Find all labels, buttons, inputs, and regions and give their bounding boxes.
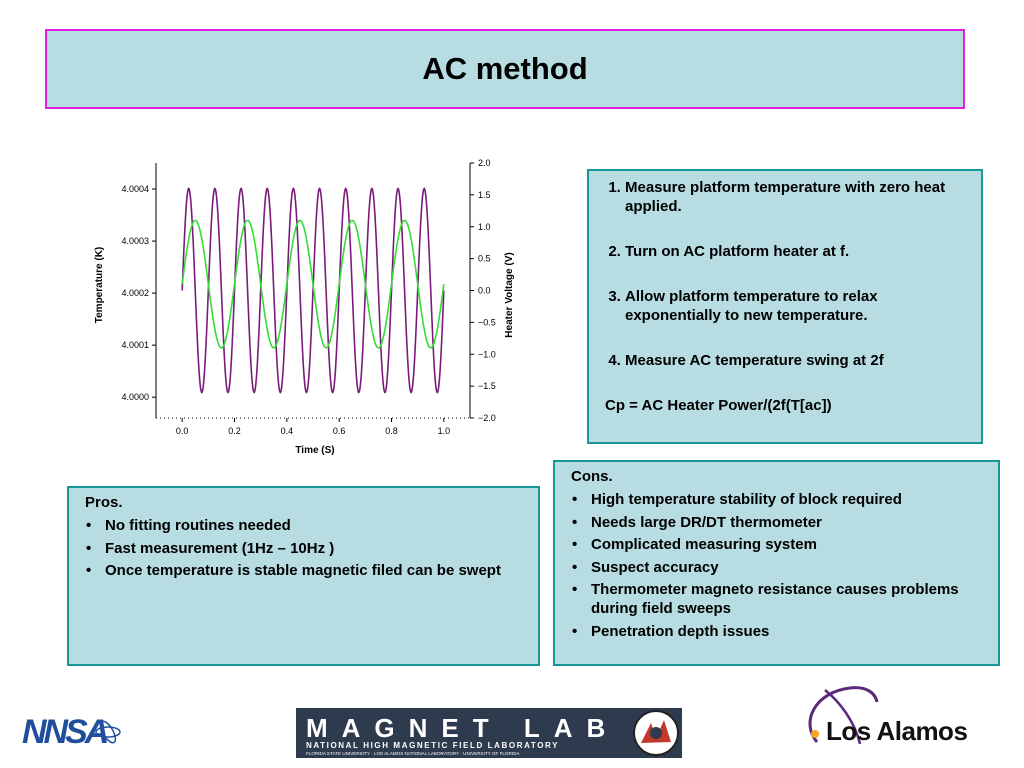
cons-item: • Complicated measuring system bbox=[591, 535, 988, 554]
pros-panel bbox=[67, 486, 540, 666]
y2-tick-label: 2.0 bbox=[478, 158, 491, 168]
lanl-text: Los Alamos bbox=[826, 716, 968, 746]
y2-axis-label: Heater Voltage (V) bbox=[504, 252, 515, 338]
x-tick-label: 1.0 bbox=[437, 426, 451, 436]
y2-tick-label: −0.5 bbox=[478, 317, 496, 328]
step-item: 4. Measure AC temperature swing at 2f bbox=[625, 351, 971, 370]
maglab-logo bbox=[296, 708, 682, 758]
nnsa-logo-text: NNSA bbox=[22, 713, 107, 751]
cons-item: • Needs large DR/DT thermometer bbox=[591, 513, 988, 532]
y2-tick-label: 0.5 bbox=[478, 253, 491, 264]
y2-tick-label: −1.0 bbox=[478, 349, 496, 360]
y2-tick-label: 1.5 bbox=[478, 189, 491, 200]
y-tick-label: 4.0001 bbox=[121, 340, 149, 351]
nnsa-logo bbox=[22, 710, 122, 752]
y-tick-label: 4.0002 bbox=[121, 288, 149, 299]
pros-heading: Pros. bbox=[85, 494, 123, 511]
maglab-title: MAGNET LAB bbox=[306, 713, 620, 743]
x-tick-label: 0.2 bbox=[228, 426, 241, 436]
cons-panel bbox=[553, 460, 1000, 666]
cons-item: • Thermometer magneto resistance causes problems during field sweeps bbox=[591, 580, 988, 618]
chart-series bbox=[182, 189, 444, 393]
step-item: 2. Turn on AC platform heater at f. bbox=[625, 242, 971, 261]
y2-tick-label: −2.0 bbox=[478, 413, 496, 423]
x-tick-label: 0.4 bbox=[280, 426, 294, 436]
y-tick-label: 4.0000 bbox=[121, 392, 149, 403]
cons-item: • Penetration depth issues bbox=[591, 622, 988, 641]
x-tick-label: 0.8 bbox=[385, 426, 398, 436]
step-item: 1. Measure platform temperature with zero heat applied. bbox=[625, 178, 971, 216]
pros-item: • No fitting routines needed bbox=[105, 516, 528, 535]
cons-item: • Suspect accuracy bbox=[591, 558, 988, 577]
title-box bbox=[45, 29, 965, 109]
pros-item: • Fast measurement (1Hz – 10Hz ) bbox=[105, 539, 528, 558]
maglab-subtitle: NATIONAL HIGH MAGNETIC FIELD LABORATORY bbox=[306, 741, 560, 750]
pros-list bbox=[85, 516, 528, 580]
los-alamos-logo bbox=[795, 682, 995, 752]
cp-formula: Cp = AC Heater Power/(2f(T[ac]) bbox=[605, 397, 832, 414]
x-tick-label: 0.0 bbox=[175, 426, 189, 436]
x-axis-label: Time (S) bbox=[295, 445, 335, 456]
ac-method-chart bbox=[90, 150, 530, 470]
y-axis-label: Temperature (K) bbox=[94, 246, 105, 324]
maglab-logo-graphic bbox=[296, 708, 682, 758]
y-tick-label: 4.0004 bbox=[121, 184, 149, 195]
page-title: AC method bbox=[422, 51, 588, 86]
steps-list bbox=[605, 178, 971, 370]
steps-panel bbox=[587, 169, 983, 444]
y-tick-label: 4.0003 bbox=[121, 236, 149, 247]
series-line-1 bbox=[182, 189, 444, 393]
step-item: 3. Allow platform temperature to relax exponentially to new temperature. bbox=[625, 287, 971, 325]
lanl-dot-icon bbox=[811, 730, 819, 738]
maglab-universities: FLORIDA STATE UNIVERSITY · LOS ALAMOS NATIONAL LABORATORY · UNIVERSITY OF FLORIDA bbox=[306, 751, 520, 756]
y2-tick-label: −1.5 bbox=[478, 381, 496, 392]
cons-list bbox=[571, 490, 988, 641]
cons-heading: Cons. bbox=[571, 468, 613, 485]
y2-tick-label: 0.0 bbox=[478, 285, 491, 296]
cons-item: • High temperature stability of block required bbox=[591, 490, 988, 509]
pros-item: • Once temperature is stable magnetic filed can be swept bbox=[105, 561, 528, 580]
y2-tick-label: 1.0 bbox=[478, 221, 491, 232]
x-tick-label: 0.6 bbox=[332, 426, 346, 436]
chart-axes bbox=[121, 158, 495, 436]
